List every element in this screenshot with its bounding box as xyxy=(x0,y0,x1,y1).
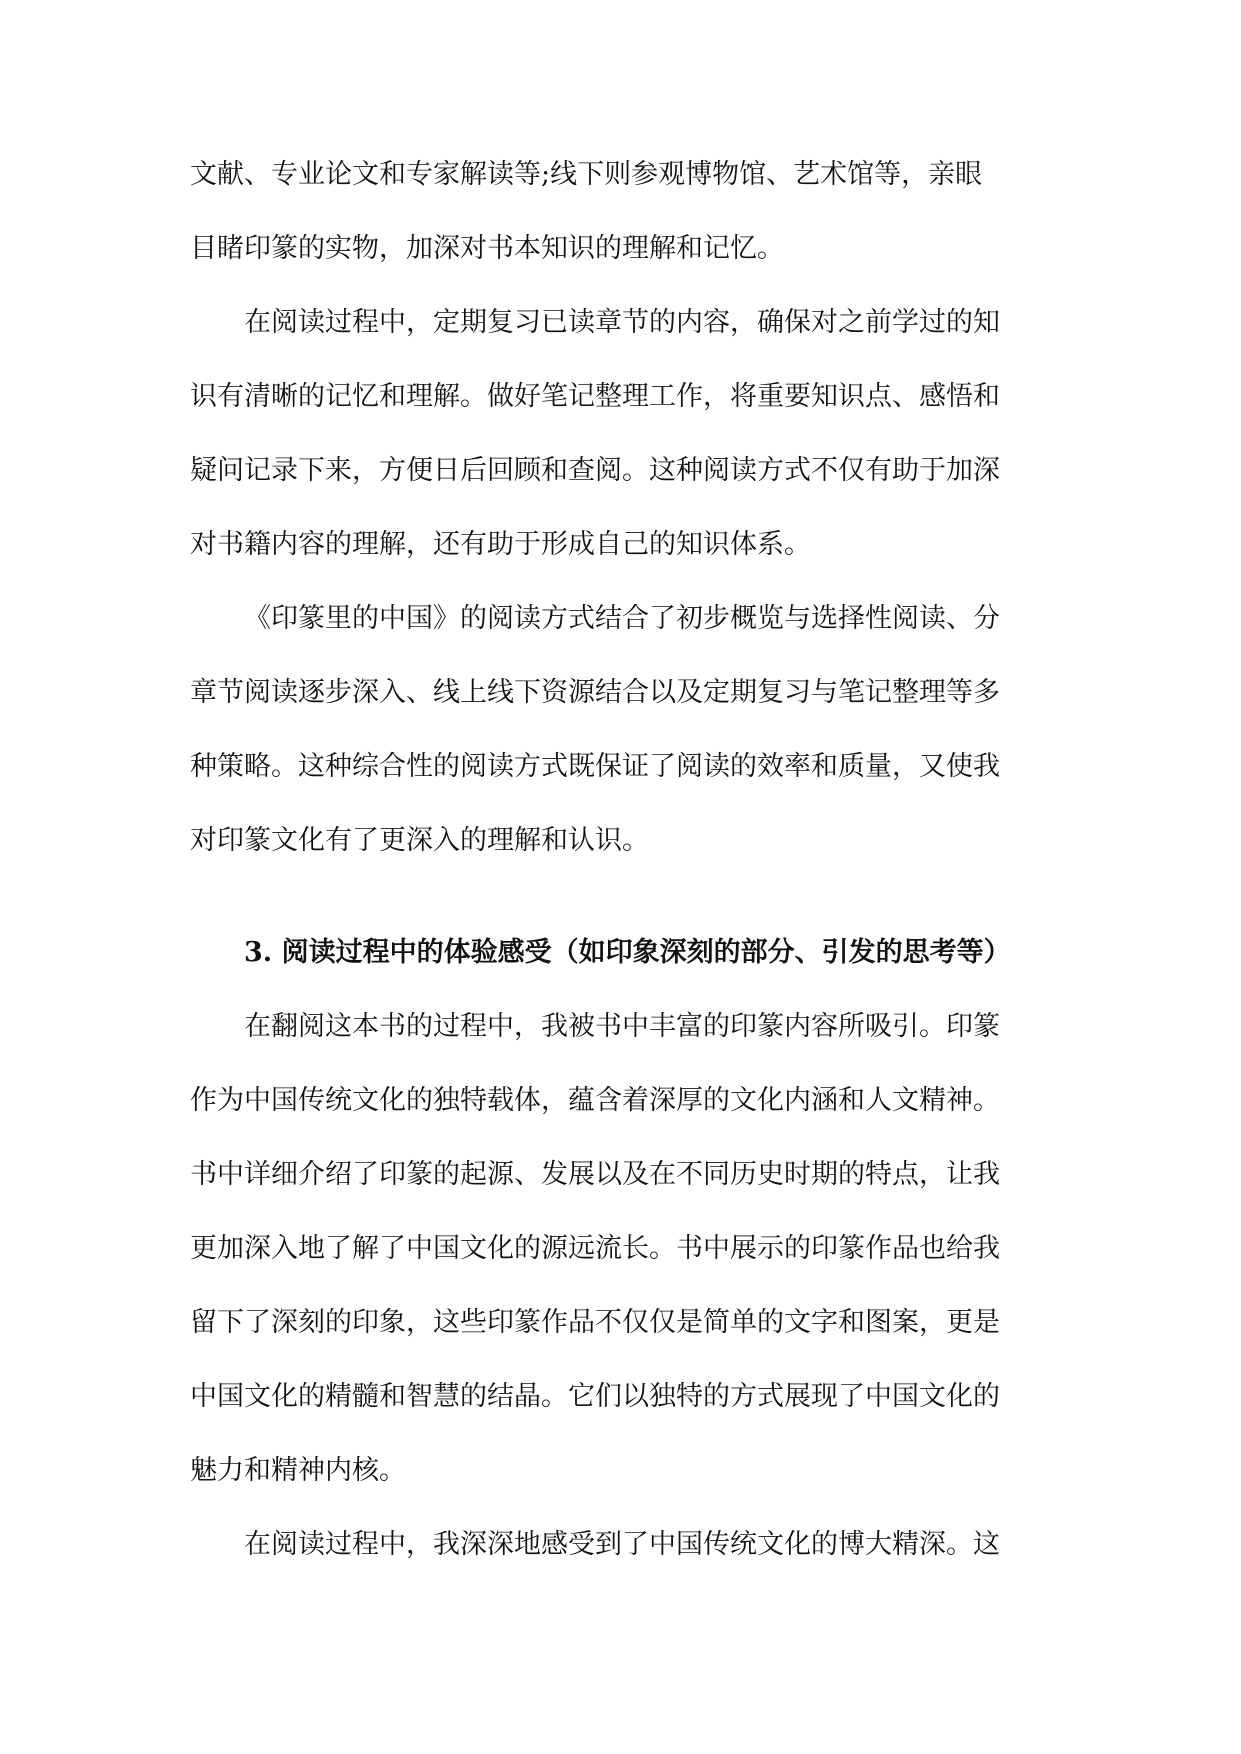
paragraph-line: 中国文化的精髓和智慧的结晶。它们以独特的方式展现了中国文化的 xyxy=(190,1381,1000,1412)
paragraph-line: 种策略。这种综合性的阅读方式既保证了阅读的效率和质量，又使我 xyxy=(190,751,1000,782)
paragraph-line: 识有清晰的记忆和理解。做好笔记整理工作，将重要知识点、感悟和 xyxy=(190,381,1000,412)
paragraph-line: 作为中国传统文化的独特载体，蕴含着深厚的文化内涵和人文精神。 xyxy=(190,1085,1000,1116)
paragraph-line: 魅力和精神内核。 xyxy=(190,1455,406,1486)
paragraph-line: 在阅读过程中，定期复习已读章节的内容，确保对之前学过的知 xyxy=(244,307,1000,338)
paragraph-line: 《印篆里的中国》的阅读方式结合了初步概览与选择性阅读、分 xyxy=(244,603,1000,634)
paragraph-line: 书中详细介绍了印篆的起源、发展以及在不同历史时期的特点，让我 xyxy=(190,1159,1000,1190)
document-body xyxy=(190,138,1050,1582)
section-heading: 3. 阅读过程中的体验感受（如印象深刻的部分、引发的思考等） xyxy=(244,937,1011,968)
section-gap xyxy=(190,878,1050,916)
paragraph-line: 目睹印篆的实物，加深对书本知识的理解和记忆。 xyxy=(190,233,784,264)
paragraph-line: 对印篆文化有了更深入的理解和认识。 xyxy=(190,825,649,856)
paragraph-line: 留下了深刻的印象，这些印篆作品不仅仅是简单的文字和图案，更是 xyxy=(190,1307,1000,1338)
paragraph-line: 疑问记录下来，方便日后回顾和查阅。这种阅读方式不仅有助于加深 xyxy=(190,455,1000,486)
paragraph-line: 在翻阅这本书的过程中，我被书中丰富的印篆内容所吸引。印篆 xyxy=(244,1011,1000,1042)
paragraph-line: 文献、专业论文和专家解读等;线下则参观博物馆、艺术馆等，亲眼 xyxy=(190,159,983,190)
paragraph-line: 章节阅读逐步深入、线上线下资源结合以及定期复习与笔记整理等多 xyxy=(190,677,1000,708)
paragraph-line: 在阅读过程中，我深深地感受到了中国传统文化的博大精深。这 xyxy=(244,1529,1000,1560)
paragraph-line: 对书籍内容的理解，还有助于形成自己的知识体系。 xyxy=(190,529,811,560)
paragraph-line: 更加深入地了解了中国文化的源远流长。书中展示的印篆作品也给我 xyxy=(190,1233,1000,1264)
